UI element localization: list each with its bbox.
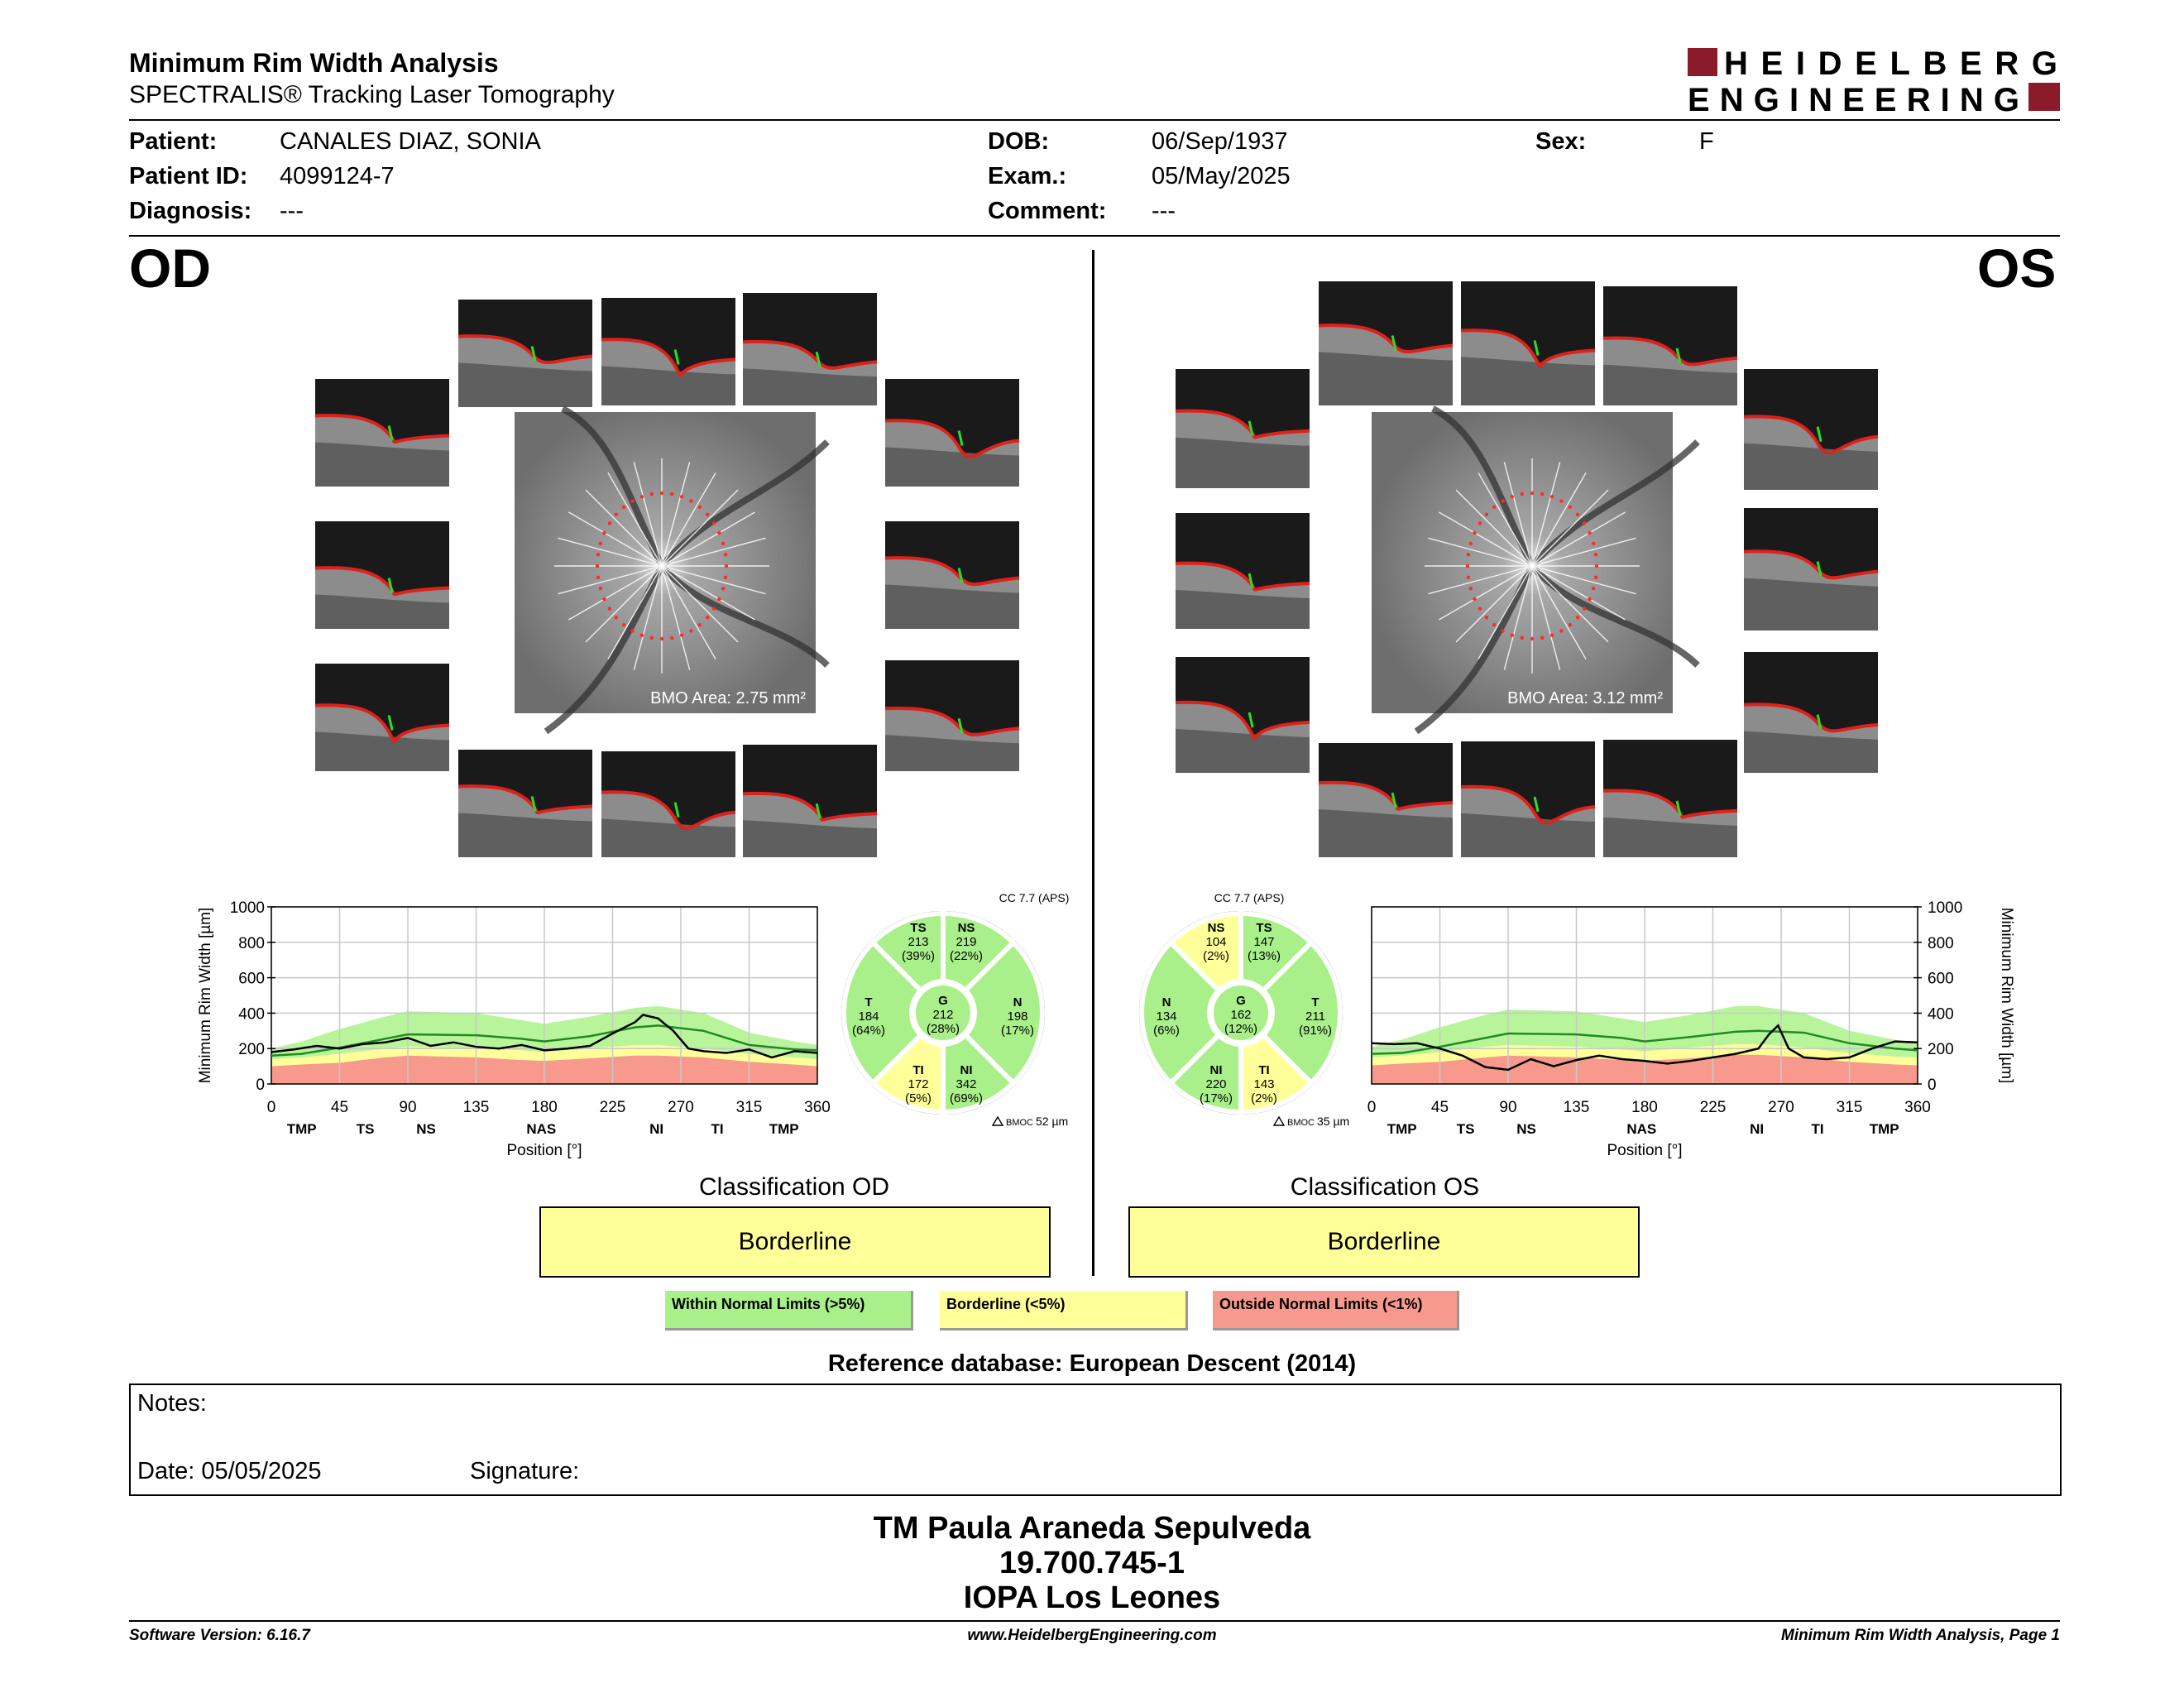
sex-value: F — [1699, 128, 1714, 155]
od-oct-scan — [743, 293, 877, 405]
cc-label: CC 7.7 (APS) — [999, 891, 1070, 904]
x-tick-label: 180 — [531, 1099, 558, 1116]
x-tick-label: 0 — [1367, 1099, 1377, 1116]
sector-ns-label: (2%) — [1203, 949, 1229, 963]
od-fundus-image — [515, 412, 816, 713]
heidelberg-logo — [1684, 45, 2067, 118]
legend-normal: Within Normal Limits (>5%) — [665, 1291, 913, 1331]
signature-label: Signature: — [470, 1458, 580, 1484]
os-classification-value: Borderline — [1327, 1228, 1441, 1255]
sector-ti-label: 143 — [1253, 1077, 1275, 1091]
sector-ns-label: (22%) — [949, 949, 984, 963]
sector-ts-label: 147 — [1253, 935, 1275, 949]
sector-ns-label: NS — [1207, 921, 1225, 935]
patient-id-label: Patient ID: — [129, 163, 248, 189]
y-tick-label: 1000 — [229, 899, 265, 917]
notes-date: Date: 05/05/2025 — [137, 1458, 322, 1484]
os-oct-scan — [1319, 281, 1453, 405]
od-oct-scan — [601, 298, 735, 405]
y-tick-label: 800 — [1928, 934, 1954, 952]
x-tick-label: 0 — [266, 1099, 276, 1116]
x-tick-label: 45 — [330, 1099, 349, 1116]
eye-divider — [1092, 250, 1094, 1276]
od-sector-wheel — [827, 890, 1075, 1128]
sector-ts-label: (39%) — [901, 949, 936, 963]
x-tick-label: 270 — [1768, 1099, 1794, 1116]
sector-ni-label: (17%) — [1199, 1091, 1233, 1105]
exam-value: 05/May/2025 — [1152, 163, 1291, 189]
sector-n-label: (6%) — [1153, 1024, 1180, 1038]
sector-axis-label: NAS — [1626, 1121, 1657, 1137]
x-tick-label: 225 — [599, 1099, 626, 1116]
od-label: OD — [129, 237, 211, 299]
sector-t-label: (64%) — [851, 1024, 886, 1038]
od-bmo-area: BMO Area: 2.75 mm² — [650, 689, 806, 707]
os-oct-scan — [1744, 369, 1878, 490]
sector-ti-label: (5%) — [905, 1091, 932, 1105]
sector-axis-label: TS — [356, 1121, 375, 1137]
sector-t-label: T — [864, 995, 873, 1009]
y-tick-label: 400 — [1928, 1005, 1954, 1024]
cc-label: CC 7.7 (APS) — [1214, 891, 1285, 904]
sector-ti-label: (2%) — [1251, 1091, 1277, 1105]
sector-ts-label: (13%) — [1247, 949, 1281, 963]
y-tick-label: 600 — [1928, 970, 1954, 988]
sector-axis-label: TI — [1811, 1121, 1824, 1137]
x-axis-label: Position [°] — [1607, 1142, 1683, 1159]
sector-axis-label: TMP — [1387, 1121, 1417, 1137]
sector-n-label: 198 — [1007, 1009, 1028, 1024]
sector-t-label: (91%) — [1298, 1024, 1333, 1038]
comment-value: --- — [1152, 198, 1176, 224]
notes-box[interactable] — [129, 1383, 2062, 1496]
sector-ni-label: NI — [1209, 1063, 1223, 1077]
signoff-name: TM Paula Araneda Sepulveda — [873, 1511, 1311, 1546]
bmoc-value: 52 µm — [1036, 1115, 1069, 1128]
sector-axis-label: TI — [711, 1121, 724, 1137]
logo-line-2: ENGINEERING — [1688, 82, 2022, 118]
od-classification-title: Classification OD — [698, 1173, 890, 1201]
report-subtitle: SPECTRALIS® Tracking Laser Tomography — [129, 81, 615, 108]
x-tick-label: 225 — [1699, 1099, 1727, 1116]
sector-t-label: 211 — [1305, 1009, 1325, 1024]
sector-ts-label: TS — [1256, 921, 1272, 935]
od-oct-scan — [315, 664, 449, 771]
sector-axis-label: NI — [649, 1121, 664, 1137]
os-label: OS — [1977, 237, 2057, 299]
sector-ns-label: NS — [957, 921, 975, 935]
y-tick-label: 200 — [1928, 1041, 1954, 1059]
od-oct-scan — [885, 379, 1019, 487]
sector-g-label: G — [938, 994, 948, 1008]
x-axis-label: Position [°] — [506, 1142, 582, 1159]
delta-icon — [993, 1117, 1003, 1125]
sector-ns-label: 219 — [956, 935, 977, 949]
website-link[interactable]: www.HeidelbergEngineering.com — [967, 1627, 1217, 1644]
x-tick-label: 270 — [668, 1099, 694, 1116]
diagnosis-value: --- — [280, 198, 304, 224]
sector-g-label: G — [1236, 994, 1246, 1008]
signoff-institution: IOPA Los Leones — [963, 1580, 1221, 1615]
sector-n-label: N — [1013, 995, 1023, 1009]
comment-label: Comment: — [988, 198, 1107, 224]
os-oct-scan — [1603, 740, 1737, 857]
sector-n-label: N — [1161, 995, 1171, 1009]
y-tick-label: 200 — [238, 1041, 265, 1059]
sector-ni-label: NI — [960, 1063, 973, 1077]
sector-g-label: 212 — [932, 1008, 954, 1022]
sector-axis-label: NI — [1750, 1121, 1765, 1137]
x-tick-label: 315 — [735, 1099, 763, 1116]
od-mrw-chart — [190, 894, 831, 1175]
bmoc-value: 35 µm — [1317, 1115, 1350, 1128]
sector-g-label: 162 — [1230, 1008, 1252, 1022]
sector-ti-label: TI — [912, 1063, 924, 1077]
sector-ts-label: TS — [910, 921, 927, 935]
report-title: Minimum Rim Width Analysis — [129, 48, 499, 78]
sector-axis-label: TS — [1456, 1121, 1475, 1137]
patient-id: 4099124-7 — [280, 163, 395, 189]
sector-axis-label: TMP — [769, 1121, 799, 1137]
sector-n-label: (17%) — [1000, 1024, 1035, 1038]
od-oct-scan — [315, 521, 449, 629]
sector-ti-label: 172 — [908, 1077, 929, 1091]
od-classification-badge — [539, 1206, 1051, 1278]
x-tick-label: 135 — [462, 1099, 490, 1116]
reference-database: Reference database: European Descent (2014) — [827, 1350, 1357, 1377]
bmoc-prefix: BMOC — [1006, 1118, 1033, 1128]
y-tick-label: 400 — [238, 1005, 265, 1024]
os-classification-badge — [1128, 1206, 1640, 1278]
footer-rule — [129, 1620, 2060, 1622]
sector-g-label: (12%) — [1224, 1022, 1258, 1036]
x-tick-label: 360 — [804, 1099, 831, 1116]
patient-rule — [129, 235, 2060, 237]
patient-label: Patient: — [129, 128, 218, 155]
dob-value: 06/Sep/1937 — [1152, 128, 1288, 155]
legend-outside: Outside Normal Limits (<1%) — [1213, 1291, 1459, 1331]
sector-t-label: T — [1311, 995, 1320, 1009]
notes-label: Notes: — [137, 1390, 207, 1417]
od-oct-scan — [315, 379, 449, 487]
signoff-id: 19.700.745-1 — [999, 1546, 1185, 1580]
os-bmo-area: BMO Area: 3.12 mm² — [1507, 689, 1663, 707]
y-axis-label: Minimum Rim Width [µm] — [197, 907, 214, 1084]
x-tick-label: 135 — [1563, 1099, 1590, 1116]
sector-ni-label: (69%) — [949, 1091, 984, 1105]
y-tick-label: 800 — [238, 934, 265, 952]
x-tick-label: 90 — [399, 1099, 417, 1116]
delta-icon — [1274, 1117, 1284, 1125]
y-axis-label: Minimum Rim Width [µm] — [1998, 907, 2015, 1084]
dob-label: DOB: — [988, 128, 1050, 155]
od-oct-scan — [743, 745, 877, 857]
header-rule — [129, 119, 2060, 121]
x-tick-label: 90 — [1499, 1099, 1517, 1116]
sex-label: Sex: — [1535, 128, 1587, 155]
od-classification-value: Borderline — [738, 1228, 852, 1255]
sector-ni-label: 342 — [956, 1077, 977, 1091]
sector-g-label: (28%) — [926, 1022, 960, 1036]
x-tick-label: 45 — [1430, 1099, 1449, 1116]
od-oct-scan — [885, 660, 1019, 771]
y-tick-label: 600 — [238, 970, 265, 988]
diagnosis-label: Diagnosis: — [129, 198, 252, 224]
sector-n-label: 134 — [1156, 1009, 1177, 1024]
os-fundus-image — [1372, 412, 1673, 713]
y-tick-label: 0 — [1928, 1077, 1937, 1094]
software-version: Software Version: 6.16.7 — [129, 1627, 310, 1644]
logo-line-1: HEIDELBERG — [1724, 46, 2060, 82]
x-tick-label: 360 — [1904, 1099, 1931, 1116]
os-classification-title: Classification OS — [1290, 1173, 1480, 1201]
os-oct-scan — [1176, 369, 1310, 488]
patient-name: CANALES DIAZ, SONIA — [280, 128, 541, 155]
sector-axis-label: TMP — [286, 1121, 317, 1137]
x-tick-label: 315 — [1836, 1099, 1863, 1116]
os-oct-scan — [1176, 657, 1310, 773]
sector-axis-label: NS — [1516, 1121, 1536, 1137]
page-number: Minimum Rim Width Analysis, Page 1 — [1781, 1627, 2060, 1644]
sector-axis-label: NAS — [526, 1121, 557, 1137]
os-sector-wheel — [1125, 890, 1373, 1128]
od-oct-scan — [458, 750, 592, 857]
od-oct-scan — [885, 521, 1019, 629]
legend-borderline: Borderline (<5%) — [940, 1291, 1188, 1331]
y-tick-label: 1000 — [1928, 899, 1963, 917]
exam-label: Exam.: — [988, 163, 1067, 189]
os-mrw-chart — [1357, 894, 2015, 1175]
os-oct-scan — [1744, 508, 1878, 631]
os-oct-scan — [1461, 741, 1595, 857]
bmoc-prefix: BMOC — [1287, 1118, 1315, 1128]
sector-axis-label: TMP — [1869, 1121, 1899, 1137]
sector-axis-label: NS — [416, 1121, 436, 1137]
sector-ts-label: 213 — [908, 935, 929, 949]
y-tick-label: 0 — [256, 1077, 265, 1094]
x-tick-label: 180 — [1631, 1099, 1658, 1116]
sector-ns-label: 104 — [1205, 935, 1227, 949]
sector-ni-label: 220 — [1205, 1077, 1227, 1091]
os-oct-scan — [1176, 513, 1310, 629]
sector-ti-label: TI — [1258, 1063, 1270, 1077]
sector-t-label: 184 — [858, 1009, 879, 1024]
os-oct-scan — [1603, 286, 1737, 405]
os-oct-scan — [1461, 281, 1595, 405]
os-oct-scan — [1744, 652, 1878, 773]
od-oct-scan — [458, 300, 592, 407]
od-oct-scan — [601, 751, 735, 857]
os-oct-scan — [1319, 743, 1453, 857]
